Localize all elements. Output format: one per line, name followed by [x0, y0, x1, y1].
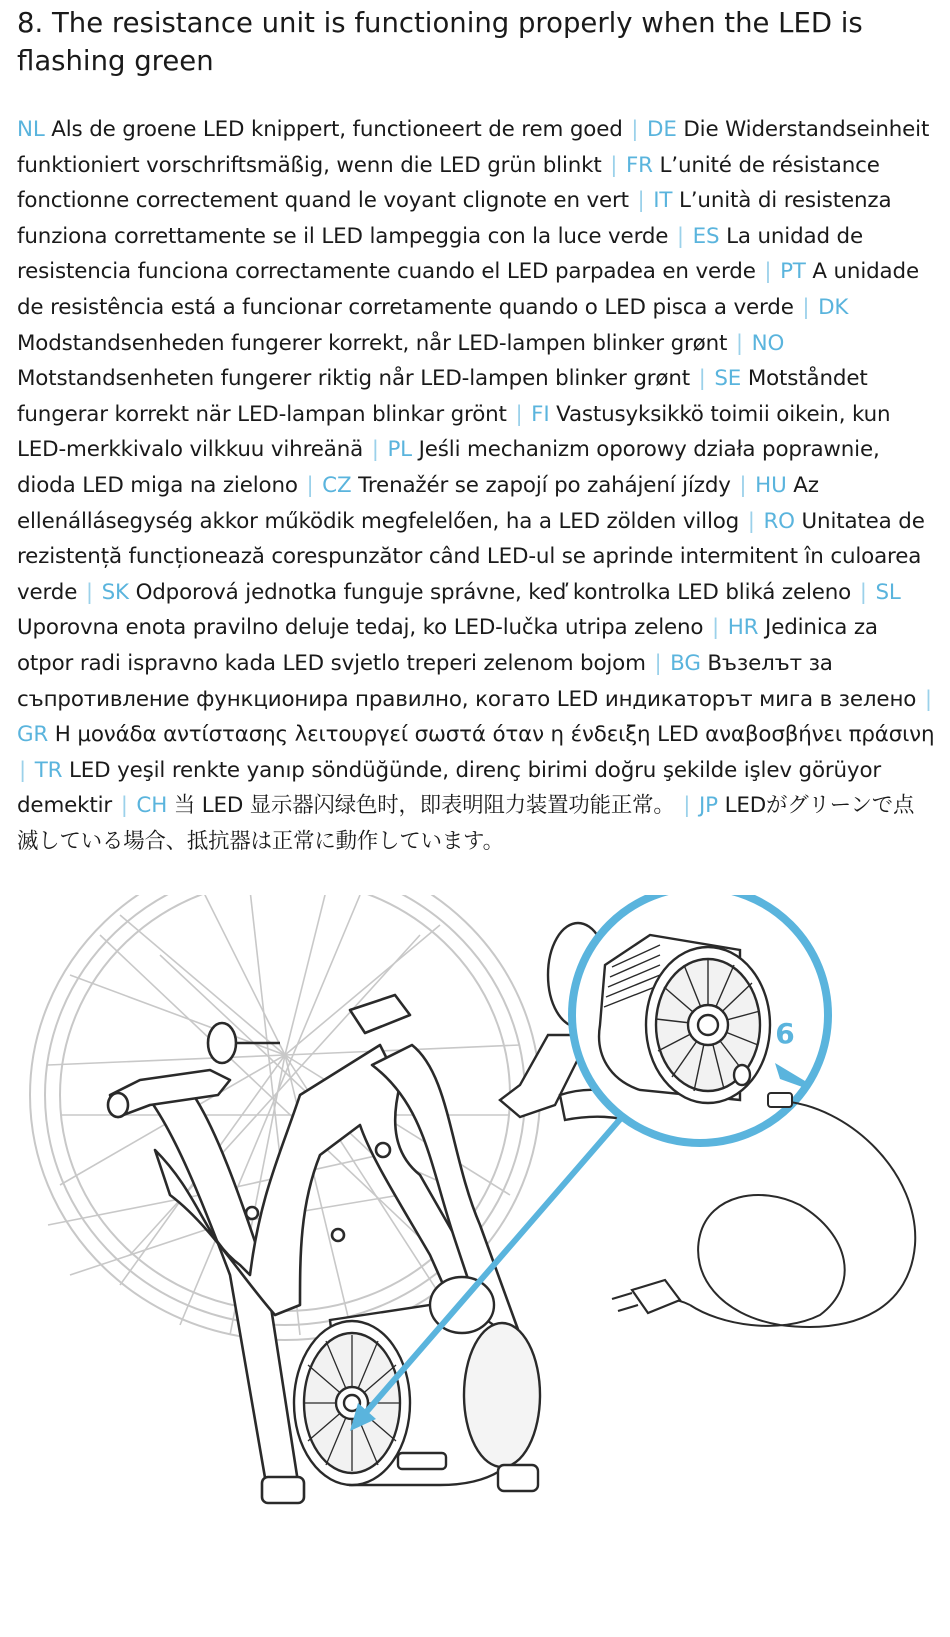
translation-text: Възелът за съпротивление функционира правилно, когато LED индикаторът мига в зелено — [17, 650, 917, 712]
language-code: FI — [531, 401, 550, 427]
language-code: TR — [34, 757, 63, 783]
language-code: SK — [101, 579, 129, 605]
separator: | — [732, 472, 754, 498]
step-heading: 8. The resistance unit is functioning properly when the LED is flashing green — [17, 7, 863, 77]
separator: | — [757, 259, 779, 285]
separator: | — [508, 401, 530, 427]
translation-text: Motstandsenheten fungerer riktig når LED-lampen blinker grønt — [17, 366, 690, 392]
separator: | — [19, 757, 33, 783]
translation-text: Motståndet fungerar korrekt när LED-lampan blinkar grönt — [17, 366, 868, 427]
separator: | — [299, 472, 321, 498]
language-code: HR — [727, 615, 759, 641]
language-code: IT — [653, 188, 673, 214]
translation-text: LED yeşil renkte yanıp söndüğünde, direnç birimi doğru şekilde işlev görüyor demektir — [17, 757, 882, 819]
translation-text: L’unité de résistance fonctionne correctement quand le voyant clignote en vert — [17, 152, 880, 214]
language-code: PL — [387, 437, 412, 463]
power-plug-icon — [612, 1280, 680, 1313]
language-code: PT — [780, 259, 806, 285]
separator: | — [692, 366, 713, 392]
translation-nl — [17, 117, 623, 142]
translation-text: Uporovna enota pravilno deluje tedaj, ko LED-lučka utripa zeleno — [17, 615, 704, 641]
trainer-illustration — [0, 895, 950, 1637]
translation-text: Als de groene LED knippert, functioneert de rem goed — [51, 117, 623, 142]
translation-text: Jeśli mechanizm oporowy działa poprawnie, dioda LED miga na zielono — [17, 437, 880, 498]
language-code: JP — [698, 793, 718, 819]
translation-text: La unidad de resistencia funciona correctamente cuando el LED parpadea en verde — [17, 223, 863, 285]
language-code: NL — [17, 117, 45, 142]
separator: | — [853, 579, 874, 605]
language-code: DE — [647, 117, 677, 142]
separator: | — [365, 437, 386, 463]
translation-text: Vastusyksikkö toimii oikein, kun LED-merkkivalo vilkkuu vihreänä — [17, 401, 891, 463]
separator: | — [705, 615, 726, 641]
language-code: DK — [818, 294, 849, 320]
separator: | — [603, 152, 624, 178]
translation-cz — [322, 473, 731, 498]
separator: | — [79, 579, 100, 605]
language-code: FR — [626, 152, 653, 178]
separator: | — [647, 650, 669, 676]
translation-text: Az ellenállásegység akkor működik megfelelően, ha a LED zölden villog — [17, 472, 819, 534]
language-code: CH — [136, 793, 168, 819]
translation-text: A unidade de resistência está a funcionar corretamente quando o LED pisca a verde — [17, 259, 919, 320]
translation-text: Odporová jednotka funguje správne, keď kontrolka LED bliká zeleno — [135, 579, 852, 605]
language-code: GR — [17, 722, 49, 748]
language-code: SE — [714, 366, 742, 392]
separator: | — [114, 793, 135, 819]
translation-text: Modstandsenheden fungerer korrekt, når LED-lampen blinker grønt — [17, 330, 728, 356]
language-code: SL — [875, 579, 901, 605]
separator: | — [795, 294, 817, 320]
translation-text: Die Widerstandseinheit funktioniert vorschriftsmäßig, wenn die LED grün blinkt — [17, 117, 930, 178]
separator: | — [741, 508, 762, 534]
translation-gr — [17, 722, 934, 747]
separator: | — [670, 223, 691, 249]
language-code: ES — [692, 223, 720, 249]
translation-sk — [102, 580, 852, 605]
separator: | — [676, 793, 697, 819]
translation-text: Unitatea de rezistență funcționează corespunzător când LED-ul se aprinde intermitent în culoarea verde — [17, 508, 925, 605]
translation-text: Η μονάδα αντίστασης λειτουργεί σωστά όταν η ένδειξη LED αναβοσβήνει πράσινη — [54, 722, 935, 748]
language-code: BG — [670, 650, 701, 676]
translation-text: Trenažér se zapojí po zahájení jízdy — [358, 472, 731, 498]
translation-ch — [136, 793, 674, 818]
translation-text: L’unità di resistenza funziona correttamente se il LED lampeggia con la luce verde — [17, 188, 892, 249]
step-number: 6 — [775, 1017, 795, 1050]
translations-paragraph — [17, 112, 935, 859]
translation-text: 当 LED 显示器闪绿色时，即表明阻力装置功能正常。 — [173, 793, 675, 819]
language-code: NO — [751, 330, 785, 356]
separator: | — [918, 686, 932, 712]
detail-resistance-unit — [599, 935, 770, 1103]
language-code: HU — [755, 472, 787, 498]
language-code: CZ — [322, 472, 352, 498]
separator: | — [624, 117, 645, 142]
language-code: RO — [763, 508, 795, 534]
translation-text: LEDがグリーンで点滅している場合、抵抗器は正常に動作しています。 — [17, 793, 915, 854]
separator: | — [630, 188, 652, 214]
separator: | — [729, 330, 750, 356]
translation-text: Jedinica za otpor radi ispravno kada LED svjetlo treperi zelenom bojom — [17, 615, 878, 676]
